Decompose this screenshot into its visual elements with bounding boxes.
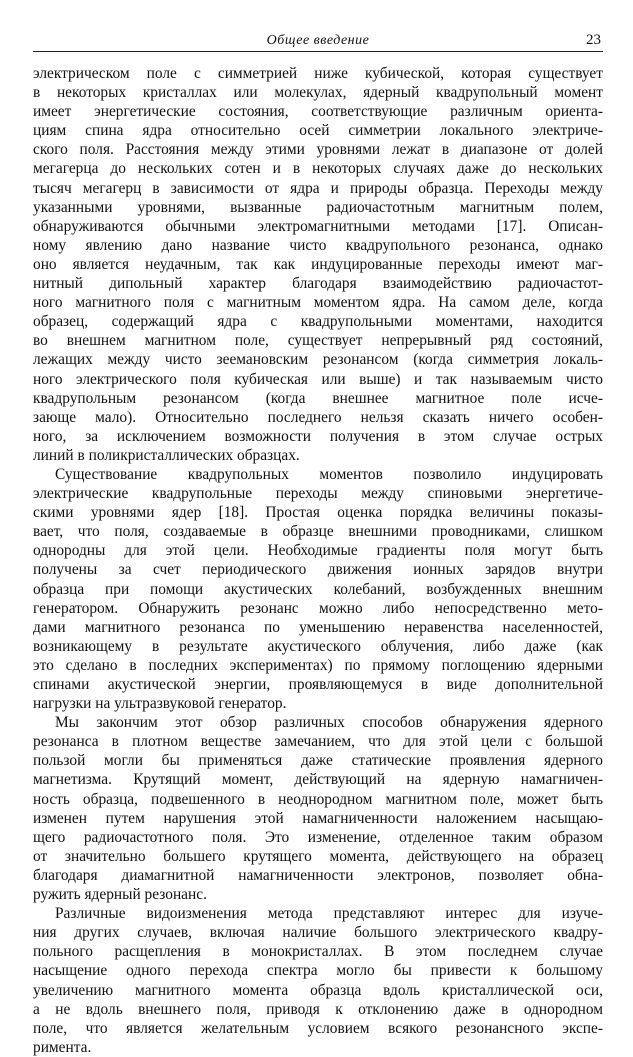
text-line: образца при помощи акустических колебаний, возбужденных внешним xyxy=(33,580,603,598)
text-line: спинами акустической энергии, проявляющемуся в виде дополнительной xyxy=(33,676,603,693)
text-line: а не вдоль внешнего поля, приводя к отклонению даже в однородном xyxy=(33,1000,603,1018)
text-line: поле, что является желательным условием всякого резонансного экспе- xyxy=(33,1019,603,1037)
text-line: дами магнитного резонанса по уменьшению неравенства населенностей, xyxy=(33,618,603,636)
text-line: магнетизма. Крутящий момент, действующий на ядерную намагничен- xyxy=(33,771,603,789)
text-line: благодаря диамагнитной намагниченности электронов, позволяет обна- xyxy=(33,866,603,884)
text-line: ному явлению дано название чисто квадрупольного резонанса, однако xyxy=(33,236,603,254)
text-line: обнаруживаются обычными электромагнитными методами [17]. Описан- xyxy=(33,217,603,235)
text-line: польного расщепления в монокристаллах. В этом последнем случае xyxy=(33,943,603,961)
text-line: пользой могли бы применяться даже статические проявления ядерного xyxy=(33,752,603,770)
running-title: Общее введение xyxy=(266,33,370,48)
text-line: резонанса в плотном веществе замечанием, что для этой цели с большой xyxy=(33,733,603,751)
page-header xyxy=(33,31,603,52)
paragraph xyxy=(33,904,603,1057)
text-line: возникающему в результате акустического облучения, либо даже (как xyxy=(33,637,603,655)
text-line: ния других случаев, включая наличие большого электрического квадру- xyxy=(33,924,603,942)
text-line: это сделано в последних экспериментах) по прямому поглощению ядерными xyxy=(33,656,603,674)
text-line: оно является неудачным, так как индуцированные переходы имеют маг- xyxy=(33,255,603,273)
page-number: 23 xyxy=(586,32,601,48)
text-line: насыщение одного перехода спектра могло бы привести к большому xyxy=(33,962,603,980)
text-line: лежащих между чисто зеемановским резонансом (когда симметрия локаль- xyxy=(33,351,603,369)
body-text xyxy=(33,64,603,1057)
text-line: указанными уровнями, вызванные радиочастотным магнитным полем, xyxy=(33,198,603,216)
text-line: щего радиочастотного поля. Это изменение, отделенное таким образом xyxy=(33,828,603,846)
text-line: Мы закончим этот обзор различных способов обнаружения ядерного xyxy=(55,714,603,732)
text-line: вает, что поля, создаваемые в образце внешними проводниками, слишком xyxy=(33,523,603,541)
text-line: зающе мало). Относительно последнего нельзя сказать ничего особен- xyxy=(33,408,603,426)
text-line: ружить ядерный резонанс. xyxy=(33,886,207,904)
text-line: ность образца, подвешенного в неоднородном магнитном поле, может быть xyxy=(33,790,603,808)
text-line: от значительно большего крутящего момента, действующего на образец xyxy=(33,847,603,865)
paragraph xyxy=(33,64,603,465)
text-line: увеличению магнитного момента образца вдоль кристаллической оси, xyxy=(33,981,603,999)
text-line: получены за счет периодического движения ионных зарядов внутри xyxy=(33,561,603,579)
text-line: циям спина ядра относительно осей симметрии локального электриче- xyxy=(33,122,603,140)
text-line: квадрупольным резонансом (когда внешнее магнитное поле исче- xyxy=(33,389,603,407)
text-line: линий в поликристаллических образцах. xyxy=(33,446,300,464)
text-line: во внешнем магнитном поле, существует непрерывный ряд состояний, xyxy=(33,332,603,350)
text-line: имеет энергетические состояния, соответствующие различным ориента- xyxy=(33,103,603,121)
text-line: изменен путем нарушения этой намагниченности наложением насыщаю- xyxy=(33,809,603,827)
text-line: Существование квадрупольных моментов позволило индуцировать xyxy=(55,465,603,483)
text-line: нагрузки на ультразвуковой генератор. xyxy=(33,695,287,713)
text-line: нитный дипольный характер благодаря взаимодействию радиочастот- xyxy=(33,275,603,293)
text-line: римента. xyxy=(33,1038,92,1056)
paragraph xyxy=(33,713,603,904)
text-line: в некоторых кристаллах или молекулах, ядерный квадрупольный момент xyxy=(33,84,603,102)
text-line: электрические квадрупольные переходы между спиновыми энергетиче- xyxy=(33,485,603,503)
text-line: электрическом поле с симметрией ниже кубической, которая существует xyxy=(33,65,603,82)
text-line: однородны для этой цели. Необходимые градиенты поля могут быть xyxy=(33,542,603,560)
text-line: образец, содержащий ядра с квадрупольными моментами, находится xyxy=(33,313,603,331)
text-line: Различные видоизменения метода представляют интерес для изуче- xyxy=(55,905,603,923)
text-line: ного электрического поля кубическая или выше) и так называемым чисто xyxy=(33,370,603,388)
paragraph xyxy=(33,465,603,713)
text-line: генератором. Обнаружить резонанс можно либо непосредственно мето- xyxy=(33,599,603,617)
text-line: тысяч мегагерц в зависимости от ядра и природы образца. Переходы между xyxy=(33,179,603,197)
text-line: ного магнитного поля с магнитным моментом ядра. На самом деле, когда xyxy=(33,294,603,312)
text-line: мегагерца до нескольких сотен и в некоторых случаях даже до нескольких xyxy=(33,160,603,178)
text-line: ского поля. Расстояния между этими уровнями лежат в диапазоне от долей xyxy=(33,141,603,159)
text-line: ного, за исключением возможности получения в этом случае острых xyxy=(33,427,603,445)
text-line: скими уровнями ядер [18]. Простая оценка порядка величины показы- xyxy=(33,504,603,522)
